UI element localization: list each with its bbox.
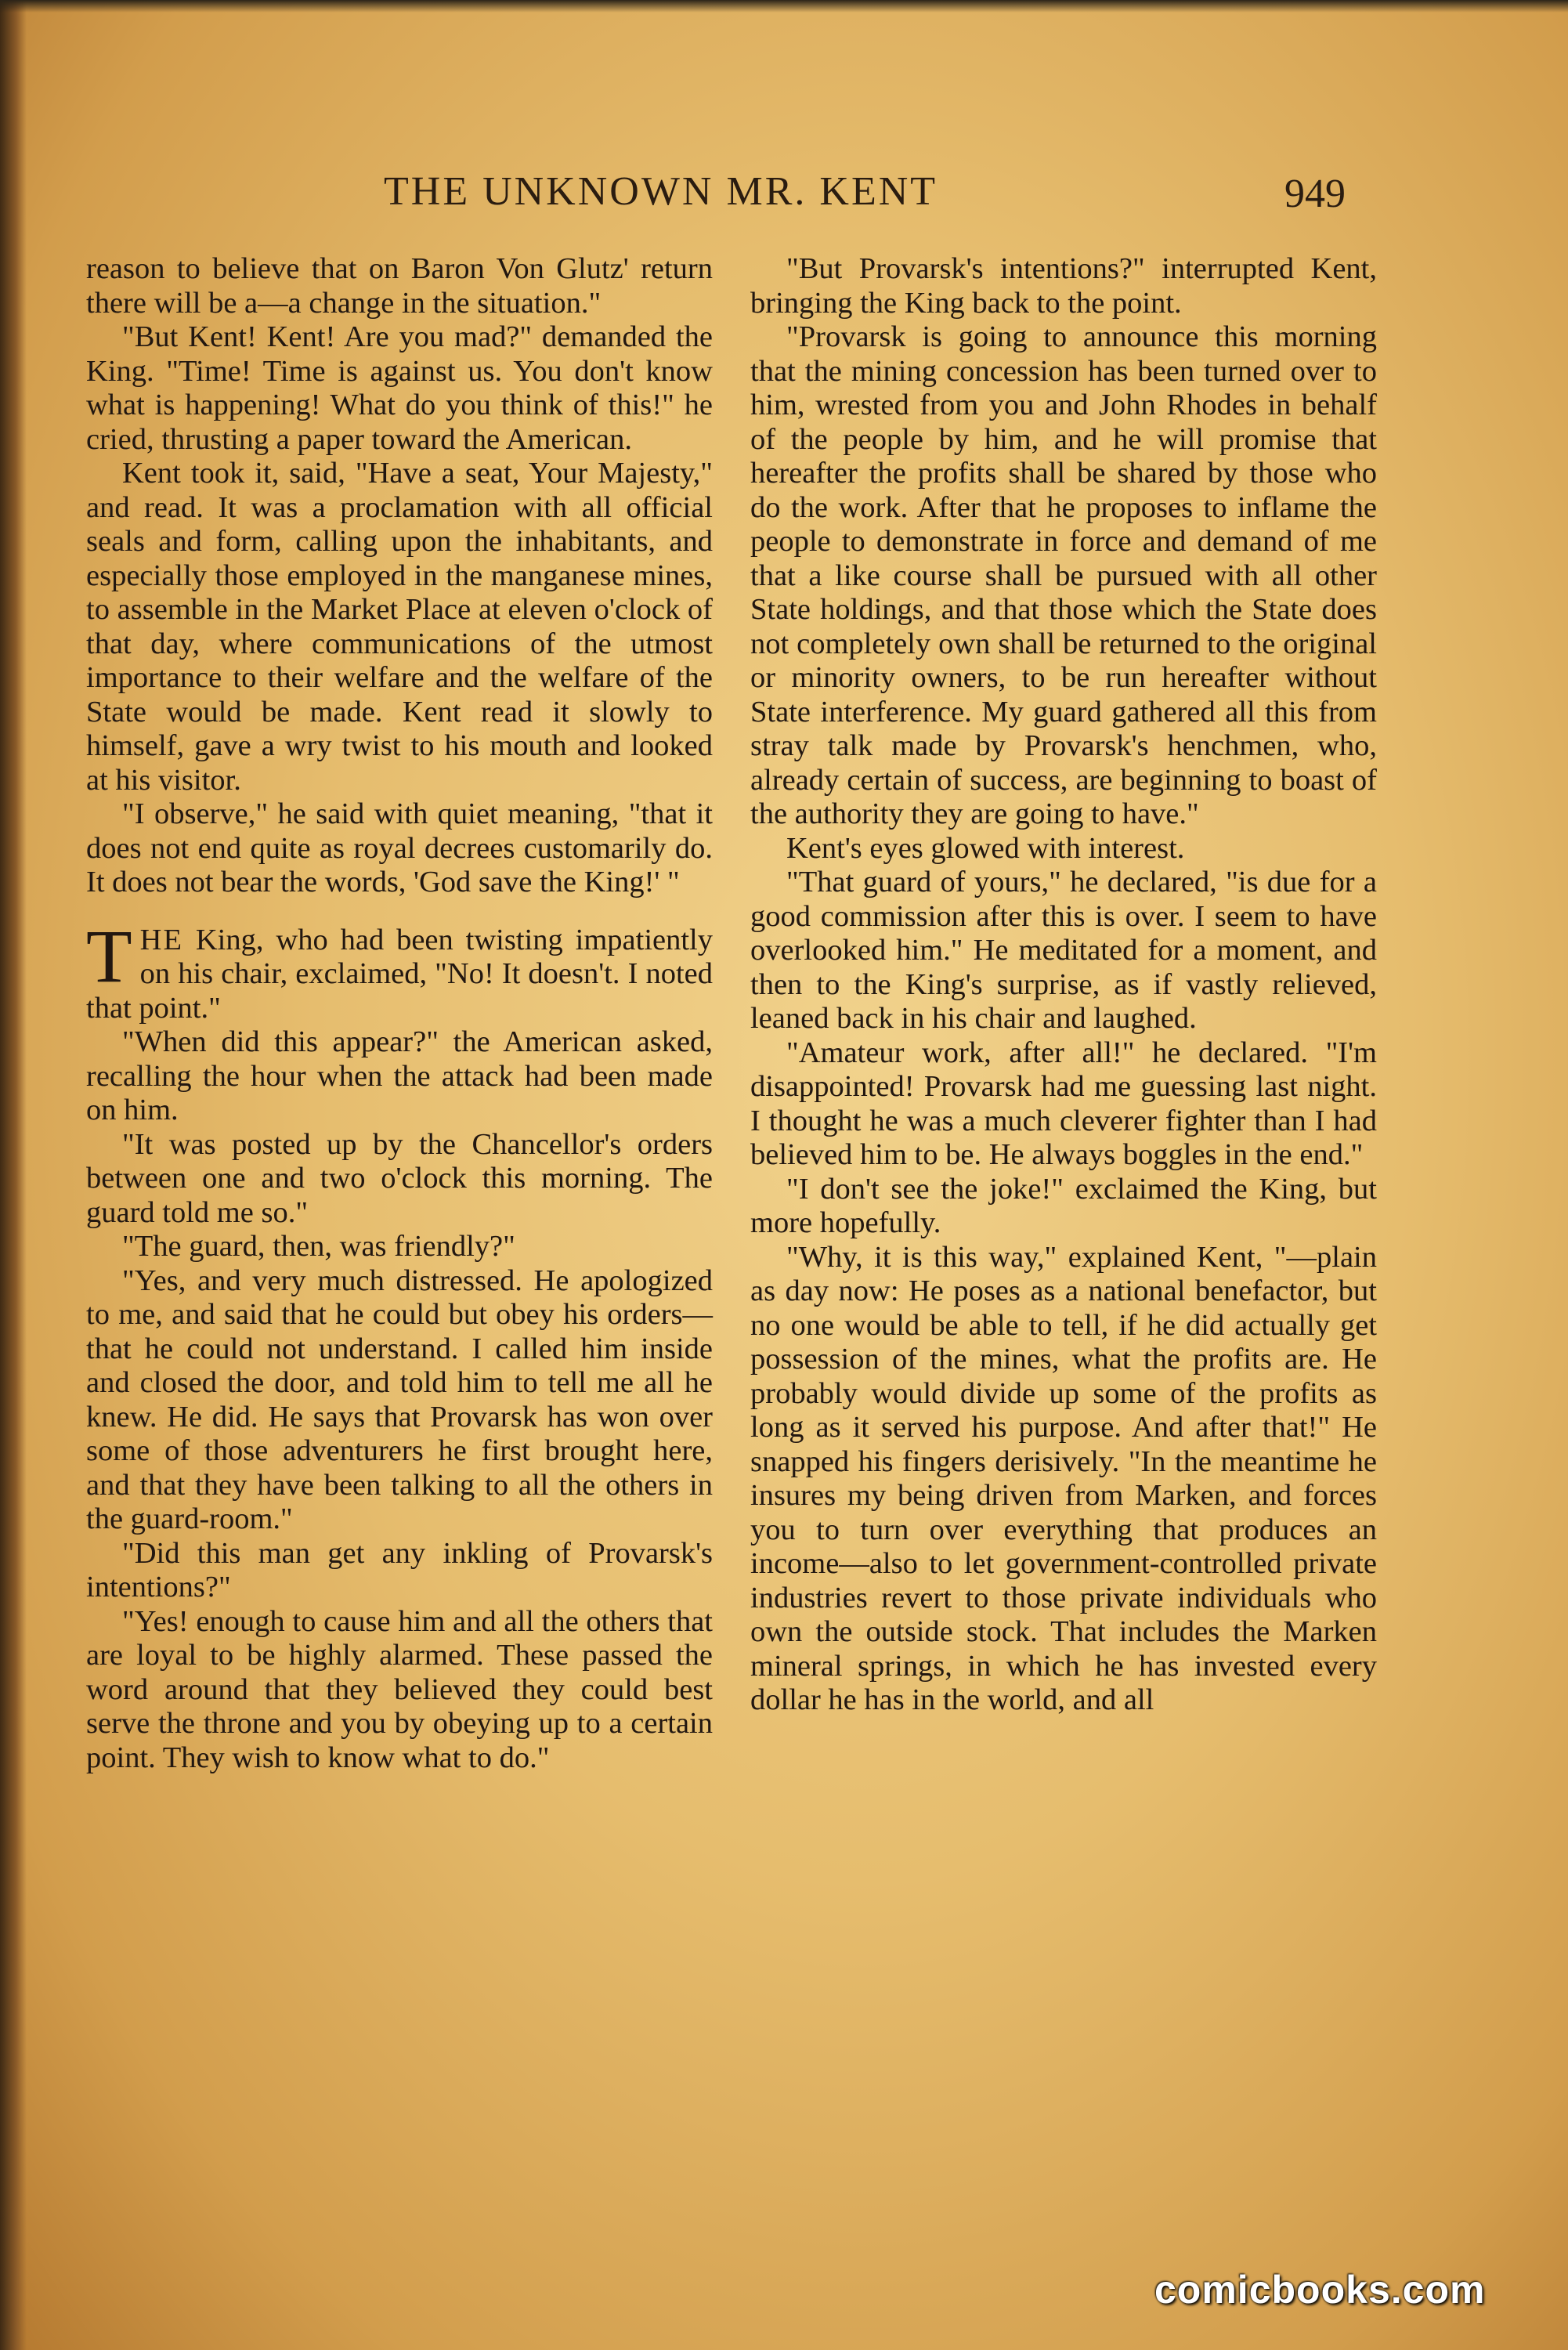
paragraph: "But Provarsk's intentions?" interrupted Kent, bringing the King back to the point. (750, 252, 1377, 320)
section-opening-paragraph (86, 913, 713, 1026)
paragraph: "Provarsk is going to announce this morning that the mining concession has been turned over to him, wrested from you and John Rhodes in behalf of the people by him, and he will promise that hereafter the profits shall be shared by those who do the work. After that he proposes to inflame the people to demonstrate in force and demand of me that a like course shall be pursued with all other State holdings, and that those which the State does not completely own shall be returned to the original or minority owners, to be run hereafter without State interference. My guard gathered all this from stray talk made by Provarsk's henchmen, who, already certain of success, are beginning to boast of the authority they are going to have." (750, 320, 1377, 830)
site-watermark: comicbooks.com (1154, 2268, 1486, 2312)
right-text-column (750, 252, 1377, 1718)
running-title: THE UNKNOWN MR. KENT (384, 169, 938, 214)
small-caps-lead: HE (139, 923, 183, 956)
paragraph: "I don't see the joke!" exclaimed the King, but more hopefully. (750, 1172, 1377, 1239)
paragraph: "That guard of yours," he declared, "is due for a good commission after this is over. I seem to have overlooked him." He meditated for a moment, and then to the King's surprise, as if vastly relieved, leaned back in his chair and laughed. (750, 866, 1377, 1035)
page-top-edge (0, 0, 1568, 13)
paragraph: reason to believe that on Baron Von Glutz' return there will be a—a change in the situation." (86, 252, 713, 320)
paragraph: "The guard, then, was friendly?" (122, 1230, 515, 1263)
paragraph: Kent took it, said, "Have a seat, Your Majesty," and read. It was a proclamation with all official seals and form, calling upon the inhabitants, and especially those employed in the manganese mines, to assemble in the Market Place at eleven o'clock of that day, where communications of the utmost importance to their welfare and the welfare of the State would be made. Kent read it slowly to himself, gave a wry twist to his mouth and looked at his visitor. (86, 457, 713, 797)
left-text-column (86, 252, 713, 1775)
paragraph: "Amateur work, after all!" he declared. "I'm disappointed! Provarsk had me guessing last night. I thought he was a much cleverer fighter than I had believed him to be. He always boggles in the end." (750, 1036, 1377, 1171)
paragraph: "Why, it is this way," explained Kent, "—plain as day now: He poses as a national benefactor, but no one would be able to tell, if he did actually get possession of the mines, what the profits are. He probably would divide up some of the profits as long as it served his purpose. And after that!" He snapped his fingers derisively. "In the meantime he insures my being driven from Marken, and forces you to turn over everything that produces an income—also to let government-controlled private industries revert to those private individuals who own the outside stock. That includes the Marken mineral springs, in which he has invested every dollar he has in the world, and all (750, 1240, 1377, 1716)
paragraph-text: King, who had been twisting impatiently on his chair, exclaimed, "No! It doesn't. I noted that point." (86, 923, 713, 1025)
paragraph: "Yes! enough to cause him and all the others that are loyal to be highly alarmed. These passed the word around that they believed they could best serve the throne and you by obeying up to a certain point. They wish to know what to do." (86, 1604, 713, 1774)
paragraph: "I observe," he said with quiet meaning, "that it does not end quite as royal decrees customarily do. It does not bear the words, 'God save the King!' " (86, 797, 713, 898)
paragraph: "When did this appear?" the American asked, recalling the hour when the attack had been made on him. (86, 1025, 713, 1126)
page-number: 949 (1284, 172, 1346, 216)
paragraph: "It was posted up by the Chancellor's orders between one and two o'clock this morning. The guard told me so." (86, 1127, 713, 1229)
paragraph: "Did this man get any inkling of Provarsk's intentions?" (86, 1536, 713, 1603)
paragraph: "But Kent! Kent! Are you mad?" demanded the King. "Time! Time is against us. You don't know what is happening! What do you think of this!" he cried, thrusting a paper toward the American. (86, 320, 713, 456)
page-binding-edge (0, 0, 27, 2350)
paragraph: Kent's eyes glowed with interest. (786, 831, 1185, 865)
drop-cap: T (86, 913, 132, 998)
paragraph: "Yes, and very much distressed. He apologized to me, and said that he could but obey his orders—that he could not understand. I called him inside and closed the door, and told him to tell me all he knew. He did. He says that Provarsk has won over some of those adventurers he first brought here, and that they have been talking to all the others in the guard-room." (86, 1264, 713, 1535)
